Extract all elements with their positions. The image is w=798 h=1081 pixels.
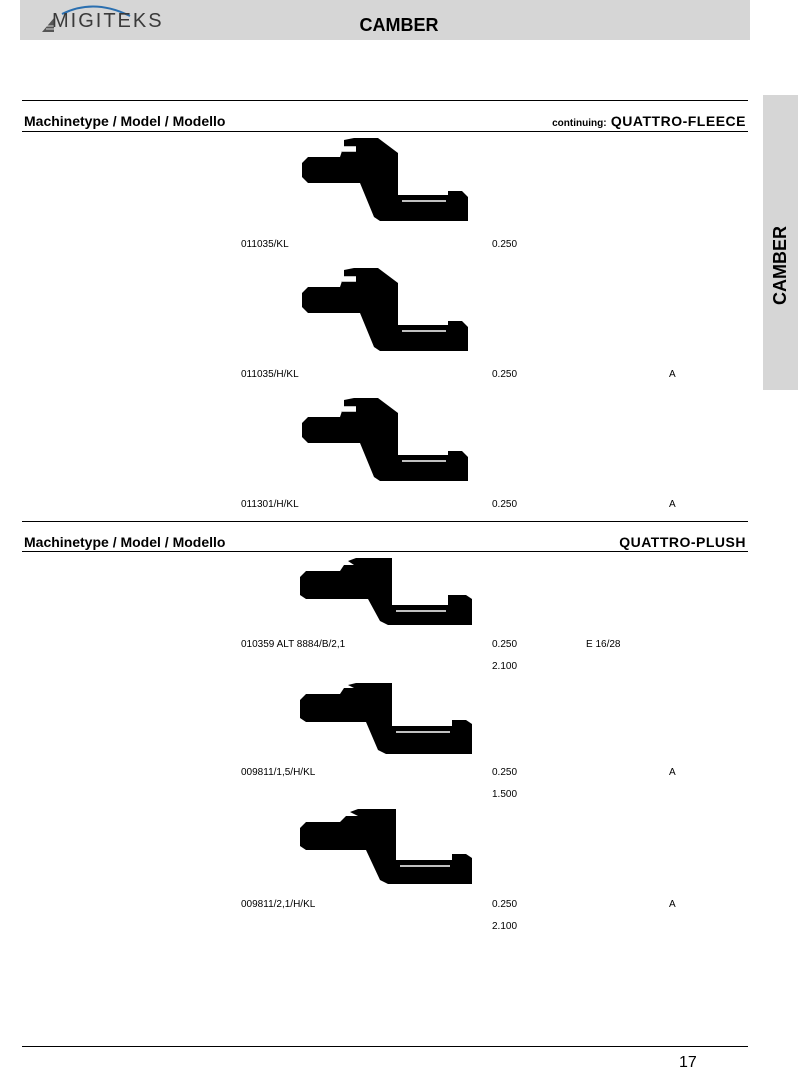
section-model	[619, 534, 746, 550]
item-flag: A	[669, 899, 676, 910]
item-code: 009811/2,1/H/KL	[241, 899, 316, 910]
item-value: 0.250	[492, 899, 518, 910]
section-label: Machinetype / Model / Modello	[24, 534, 226, 550]
item-code: 010359 ALT 8884/B/2,1	[241, 639, 346, 650]
item-flag: A	[669, 767, 676, 778]
blade-profile-image	[298, 265, 474, 355]
item-flag: A	[669, 369, 676, 380]
side-tab-label-wrap	[765, 225, 795, 305]
section-bottom-rule	[22, 131, 748, 132]
item-value-secondary: 2.100	[492, 921, 518, 932]
section-model	[552, 113, 746, 129]
blade-profile-image	[296, 806, 476, 886]
blade-profile-image	[296, 680, 476, 756]
item-code: 009811/1,5/H/KL	[241, 767, 316, 778]
side-tab-label: CAMBER	[769, 225, 790, 305]
item-value: 0.250	[492, 639, 518, 650]
item-value: 0.250	[492, 239, 518, 250]
section-model-prefix: continuing:	[552, 118, 607, 129]
section-top-rule	[22, 521, 748, 522]
item-code: 011035/H/KL	[241, 369, 299, 380]
blade-profile-image	[296, 555, 476, 627]
item-value: 0.250	[492, 499, 518, 510]
item-code: 011301/H/KL	[241, 499, 299, 510]
item-code: 011035/KL	[241, 239, 289, 250]
brand-name: MIGITEKS	[52, 10, 164, 32]
item-value-secondary: 1.500	[492, 789, 518, 800]
blade-profile-image	[298, 135, 474, 225]
item-reference: E 16/28	[586, 639, 621, 650]
page-number: 17	[679, 1054, 697, 1071]
section-top-rule	[22, 100, 748, 101]
item-value: 0.250	[492, 369, 518, 380]
item-flag: A	[669, 499, 676, 510]
footer-rule	[22, 1046, 748, 1047]
item-value: 0.250	[492, 767, 518, 778]
section-model-name: QUATTRO-FLEECE	[610, 113, 746, 129]
section-bottom-rule	[22, 551, 748, 552]
section-model-name: QUATTRO-PLUSH	[619, 534, 746, 550]
item-value-secondary: 2.100	[492, 661, 518, 672]
blade-profile-image	[298, 395, 474, 485]
page-title: CAMBER	[359, 15, 439, 35]
section-label: Machinetype / Model / Modello	[24, 113, 226, 129]
